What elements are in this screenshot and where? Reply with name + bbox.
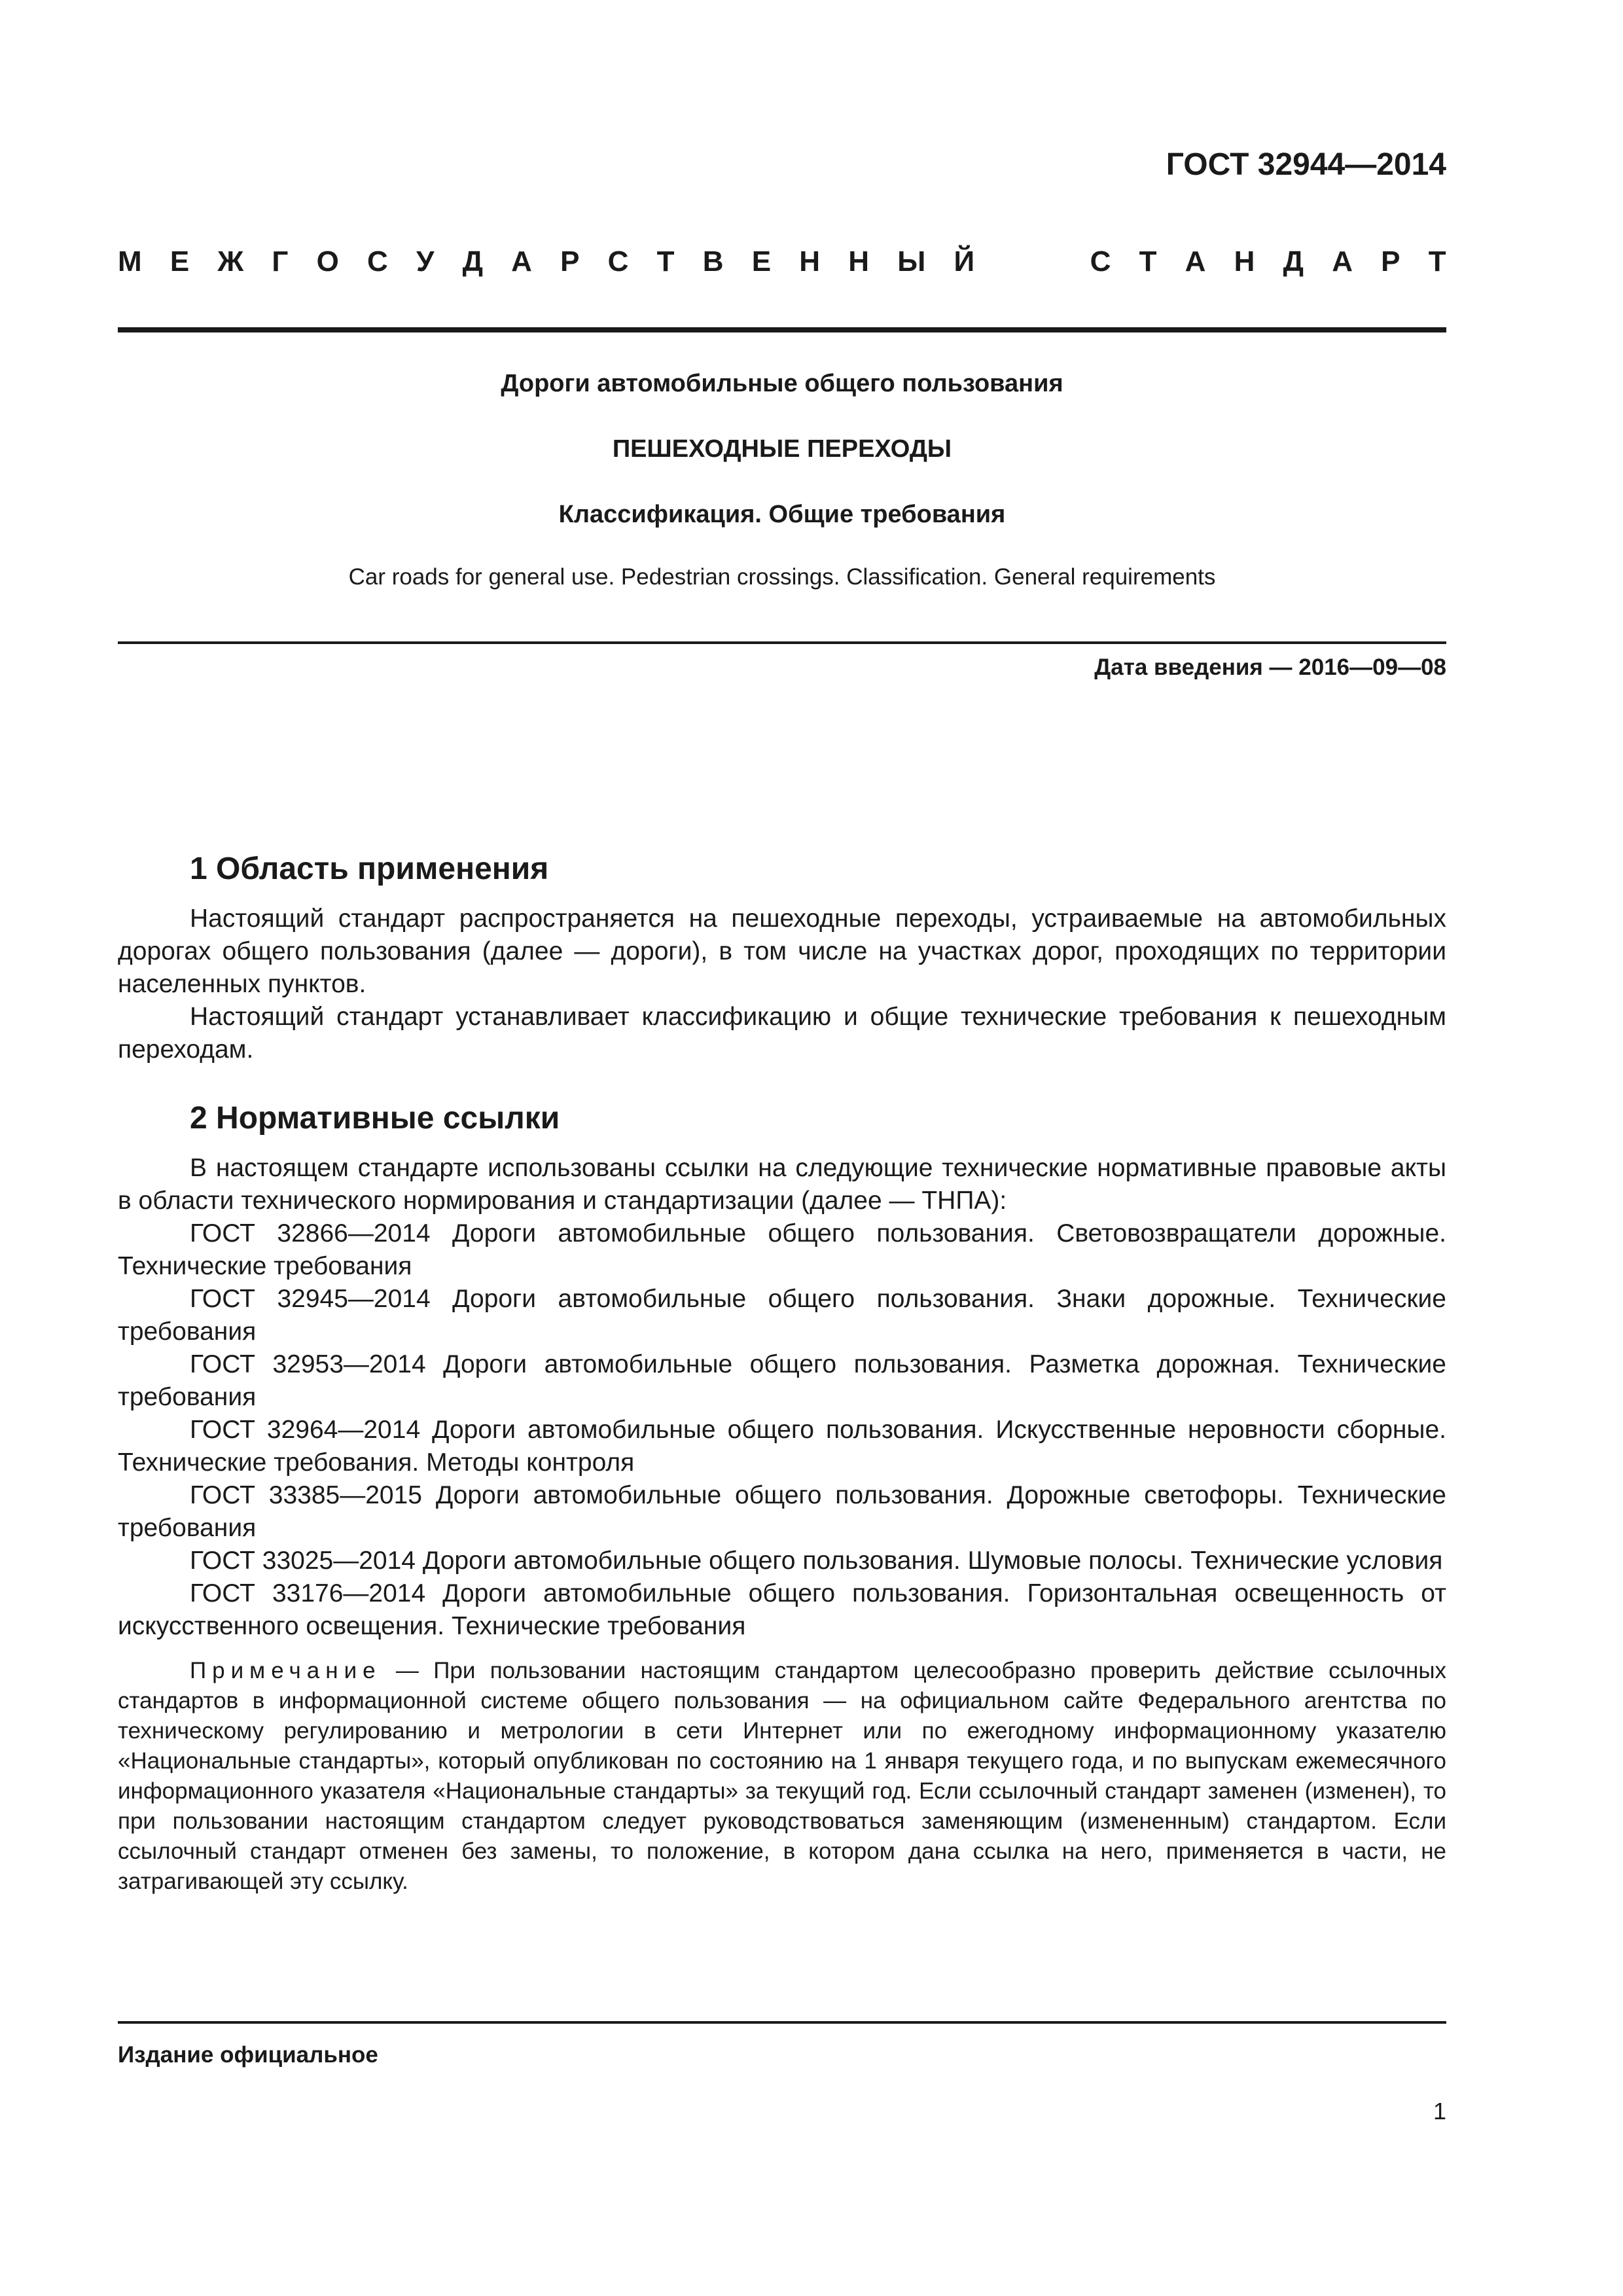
reference-note [118,1656,1446,1897]
banner-word-gap [1003,245,1061,278]
note-text: — При пользовании настоящим стандартом целесообразно проверить действие ссылочных стандартов в информационной системе общего пользования — на официальном сайте Федерального агентства по техническому регулированию и метрологии в сети Интернет или по ежегодному информационному указателю «Национальные стандарты», который опубликован по состоянию на 1 января текущего года, и по выпускам ежемесячного информационного указателя «Национальные стандарты» за текущий год. Если ссылочный стандарт заменен (изменен), то при пользовании настоящим стандартом следует руководствоваться заменяющим (измененным) стандартом. Если ссылочный стандарт отменен без замены, то положение, в котором дана ссылка на него, применяется в части, не затрагивающей эту ссылку. [118,1658,1446,1894]
banner-letter: Н [799,245,821,278]
banner-letter: Р [560,245,580,278]
reference-item: ГОСТ 32953—2014 Дороги автомобильные общего пользования. Разметка дорожная. Технические требования [118,1350,1446,1411]
title-divider [118,641,1446,644]
banner-letter: Т [656,245,675,278]
banner-letter: С [1090,245,1111,278]
title-road-category: Дороги автомобильные общего пользования [501,370,1063,397]
section-1-paragraph: Настоящий стандарт устанавливает классификацию и общие технические требования к пешеходным переходам. [118,1003,1446,1064]
banner-letter: Й [954,245,975,278]
banner-letter: Ж [217,245,244,278]
banner-letter: Е [169,245,190,278]
banner-letter: А [511,245,532,278]
title-english: Car roads for general use. Pedestrian crossings. Classification. General requirements [348,564,1216,590]
banner-letter: В [702,245,724,278]
banner-letter: Д [1283,245,1304,278]
banner-letter: Н [1234,245,1255,278]
header-divider [118,327,1446,332]
edition-label: Издание официальное [118,2042,378,2068]
banner-letter: Р [1381,245,1400,278]
reference-item: ГОСТ 33176—2014 Дороги автомобильные общего пользования. Горизонтальная освещенность от искусственного освещения. Технические требования [118,1579,1446,1640]
banner-letter: Т [1428,245,1446,278]
section-1-paragraph: Настоящий стандарт распространяется на пешеходные переходы, устраиваемые на автомобильных дорогах общего пользования (далее — дороги), в том числе на участках дорог, проходящих по территории населенных пунктов. [118,905,1446,998]
banner-letter: Г [272,245,289,278]
reference-item: ГОСТ 32866—2014 Дороги автомобильные общего пользования. Световозвращатели дорожные. Технические требования [118,1219,1446,1280]
reference-item: ГОСТ 33025—2014 Дороги автомобильные общего пользования. Шумовые полосы. Технические условия [190,1547,1443,1575]
section-2-intro: В настоящем стандарте использованы ссылки на следующие технические нормативные правовые акты в области технического нормирования и стандартизации (далее — ТНПА): [118,1154,1446,1215]
reference-item: ГОСТ 33385—2015 Дороги автомобильные общего пользования. Дорожные светофоры. Технические требования [118,1481,1446,1542]
page-number: 1 [1433,2098,1446,2125]
banner-letter: Ы [897,245,926,278]
banner-letter: А [1185,245,1206,278]
reference-item: ГОСТ 32964—2014 Дороги автомобильные общего пользования. Искусственные неровности сборные. Технические требования. Методы контроля [118,1416,1446,1477]
banner-letter: Н [848,245,870,278]
banner-letter: М [118,245,142,278]
reference-item: ГОСТ 32945—2014 Дороги автомобильные общего пользования. Знаки дорожные. Технические требования [118,1285,1446,1346]
banner-letter: У [416,245,435,278]
banner-letter: Т [1139,245,1157,278]
banner-letter: С [607,245,629,278]
note-label: Примечание [190,1658,382,1683]
document-id: ГОСТ 32944—2014 [1166,147,1446,182]
section-2-heading: 2 Нормативные ссылки [190,1101,560,1136]
title-main: ПЕШЕХОДНЫЕ ПЕРЕХОДЫ [612,435,952,463]
section-1-heading: 1 Область применения [190,852,549,886]
banner-letter: Е [751,245,772,278]
interstate-standard-banner [118,245,1446,278]
banner-letter: А [1332,245,1353,278]
introduction-date: Дата введения — 2016—09—08 [1094,655,1446,680]
banner-letter: О [316,245,339,278]
document-body [118,851,1446,1897]
footer-divider [118,2021,1446,2024]
banner-letter: С [367,245,388,278]
title-subtitle: Классификация. Общие требования [558,501,1006,528]
banner-letter: Д [462,245,483,278]
